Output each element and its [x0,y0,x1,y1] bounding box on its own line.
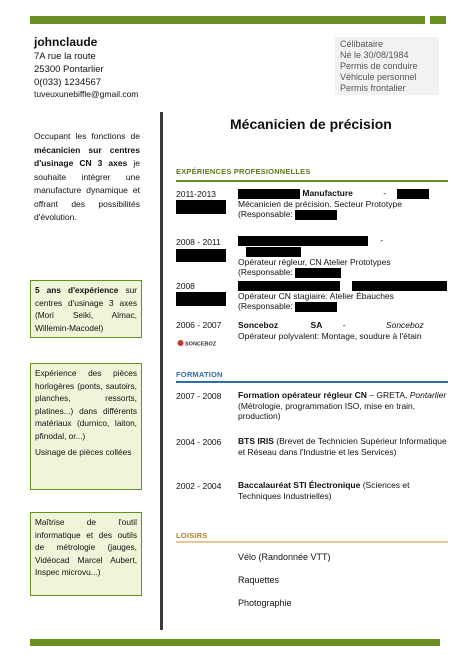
experience-entry [238,235,448,278]
formation-date: 2002 - 2004 [176,481,222,491]
redacted-block [176,292,226,306]
intro-text-end: je souhaite intégrer une manufacture dynamique et offrant des possibilités d'évolution. [34,158,140,222]
redacted-block [295,210,337,220]
sidebar-divider [160,112,163,630]
hobby-item: Raquettes [238,575,280,585]
skills-box [30,363,142,490]
redacted-block [238,189,300,199]
experience-entry [238,280,448,312]
formation-location: Pontarlier [409,390,447,400]
formation-title: BTS IRIS [238,436,274,446]
info-item: Permis de conduire [340,61,418,71]
intro-bold: mécanicien sur centres d'usinage CN 3 axes [34,144,140,168]
redacted-block [176,200,226,214]
job-title: Mécanicien de précision [230,116,392,132]
redacted-block [397,189,429,199]
redacted-block [246,247,301,257]
section-formation: FORMATION [176,370,223,379]
formation-title: Formation opérateur régleur CN [238,390,367,400]
box-text: Expérience des pièces horlogères (ponts, sautoirs, planches, ressorts, platines...) dans différents matériaux (durnico, laiton, pfinodal, or...) [35,368,137,441]
candidate-name: johnclaude [34,35,98,49]
section-experience-line [176,180,448,182]
redacted-block [238,281,340,291]
redacted-block [295,268,341,278]
formation-text: (Métrologie, programmation ISO, mise en train, production) [238,400,416,421]
section-formation-line [176,381,448,383]
info-item: Permis frontalier [340,83,406,93]
box-text: sur centres d'usinage 3 axes (Mori Seiki, Almac, Willemin-Macodel) [35,285,138,333]
section-experience: EXPÉRIENCES PROFESIONNELLES [176,167,311,176]
section-loisirs-line [176,541,448,543]
company-name: Sonceboz [238,320,279,330]
experience-date: 2008 [176,281,195,291]
formation-entry [238,436,448,457]
formation-text: (Sciences et Techniques Industrielles) [238,480,410,501]
responsable-label: (Responsable: [238,267,293,277]
box-text: Maîtrise de l'outil informatique et des outils de métrologie (jauges, Vidéocad Marcel Aubert, Inspec microvu...) [35,517,137,578]
experience-date: 2011-2013 [176,189,217,199]
redacted-block [352,281,447,291]
experience-description: Opérateur polyvalent: Montage, soudure à l'étain [238,330,422,341]
sidebar-intro [34,130,140,225]
responsable-label: (Responsable: [238,209,293,220]
box-text: Usinage de pièces collées [35,446,132,457]
experience-description: Mécanicien de précision. Secteur Prototype [238,198,402,209]
redacted-block [295,302,337,312]
top-bar [30,16,425,24]
bottom-bar [30,639,440,646]
tools-box [30,512,142,596]
top-bar-accent [430,16,446,24]
address-line-2: 25300 Pontarlier [34,64,104,75]
address-line-1: 7A rue la route [34,51,96,62]
section-loisirs: LOISIRS [176,531,208,540]
separator: - [383,188,387,198]
sonceboz-logo-icon [177,339,217,348]
info-item: Célibataire [340,39,384,49]
info-item: Né le 30/08/1984 [340,50,409,60]
personal-info-box [335,37,439,95]
experience-date: 2008 - 2011 [176,237,221,247]
experience-description: Opérateur CN stagiaire. Atelier Ébauches [238,290,394,301]
experience-summary-box [30,280,142,338]
separator: - [342,320,346,330]
experience-entry [238,320,448,341]
formation-text: – GRETA, [366,390,410,400]
info-item: Véhicule personnel [340,72,417,82]
experience-entry [238,188,448,220]
sonceboz-logo [177,334,217,348]
formation-title: Baccalauréat STI Électronique [238,480,361,490]
experience-description: Opérateur régleur, CN Atelier Prototypes [238,256,391,267]
separator: - [380,235,384,245]
responsable-label: (Responsable: [238,301,293,312]
svg-text:SONCEBOZ: SONCEBOZ [185,341,217,348]
formation-date: 2007 - 2008 [176,391,222,401]
company-suffix: SA [310,320,323,330]
formation-date: 2004 - 2006 [176,437,222,447]
hobby-item: Vélo (Randonnée VTT) [238,552,331,562]
formation-entry [238,480,448,501]
company-location: Sonceboz [385,320,424,330]
phone: 0(033) 1234567 [34,77,102,88]
experience-date: 2006 - 2007 [176,320,222,330]
redacted-block [238,236,368,246]
intro-text: Occupant les fonctions de [34,131,140,141]
redacted-block [176,249,226,262]
email: tuveuxunebiffle@gmail.com [34,89,139,99]
hobby-item: Photographie [238,598,292,608]
formation-entry [238,390,448,422]
formation-text: (Brevet de Technicien Supérieur Informatique et Réseau dans l'Industrie et les Services) [238,436,447,457]
company-name: Manufacture [302,188,353,198]
box-heading: 5 ans d'expérience [35,285,119,295]
